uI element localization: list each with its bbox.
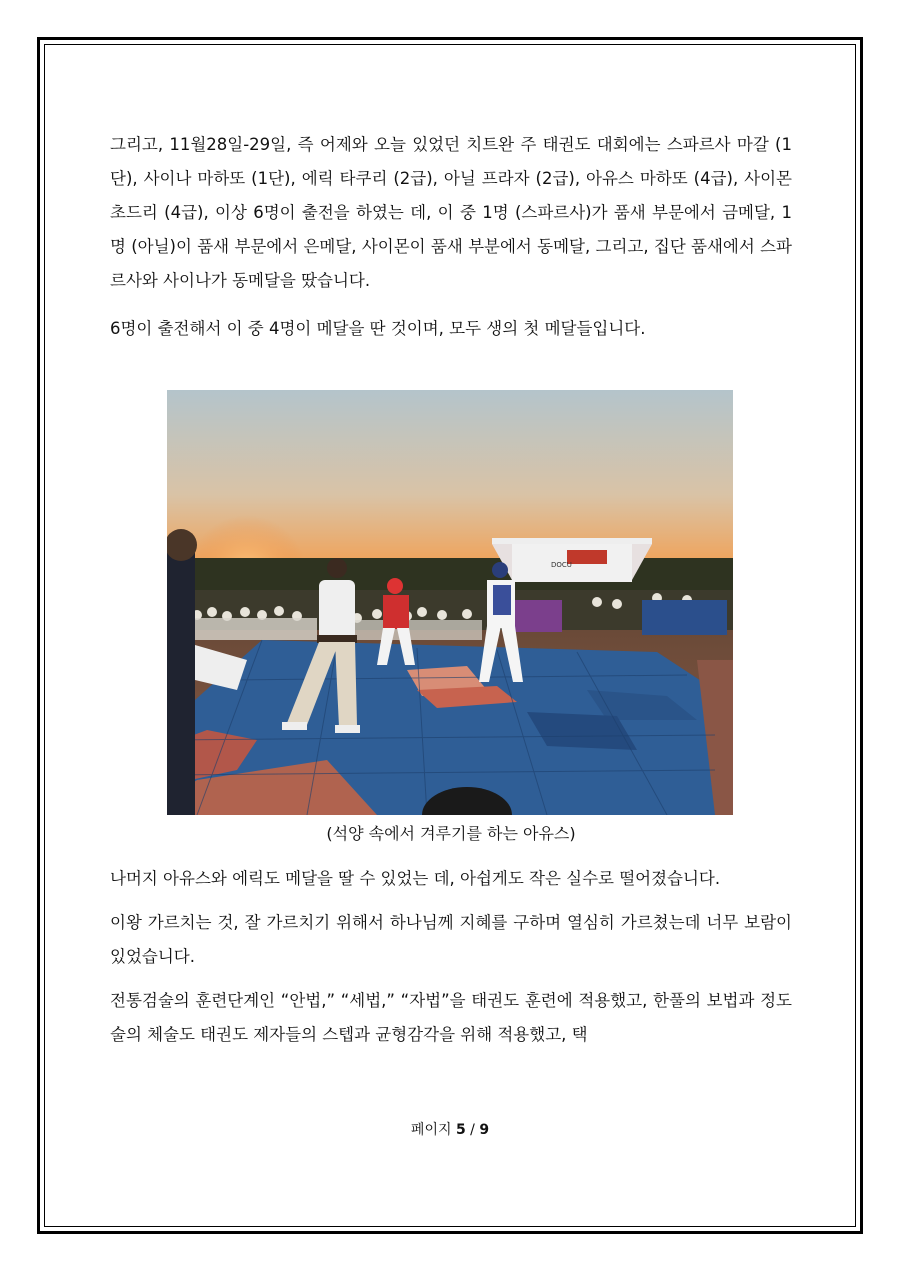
paragraph-missed-medals: 나머지 아유스와 에릭도 메달을 딸 수 있었는 데, 아쉽게도 작은 실수로 떨어졌습니다. [110,869,721,888]
photo-caption: (석양 속에서 겨루기를 하는 아유스) [326,824,576,843]
paragraph-training-methods: 전통검술의 훈련단계인 “안법,” “세법,” “자법”을 태권도 훈련에 적용했고, 한풀의 보법과 정도술의 체술도 태권도 제자들의 스텝과 균형감각을 위해 적용했고, 택 [110,991,792,1044]
stage-banner-text: DOCU [551,561,572,569]
paragraph-competition-results: 그리고, 11월28일-29일, 즉 어제와 오늘 있었던 치트완 주 태권도 대회에는 스파르사 마갈 (1단), 사이나 마하또 (1단), 에릭 타쿠리 (2급), 아닐 프라자 (2급), 아유스 마하또 (4급), 사이몬 초드리 (4급), 이상 6명이 출전을 하였는 데, 이 중 1명 (스파르사)가 품새 부문에서 금메달, 1명 (아닐)이 품새 부문에서 은메달, 사이몬이 품새 부분에서 동메달, 그리고, 집단 품새에서 스파르사와 사이나가 동메달을 땄습니다. [110,135,792,290]
page-label: 페이지 [410,1122,452,1138]
paragraph-medal-summary: 6명이 출전해서 이 중 4명이 메달을 딴 것이며, 모두 생의 첫 메달들입니다. [110,319,646,338]
page-separator: / [470,1122,475,1138]
body-text-top [110,128,792,360]
page-total-number: 9 [479,1122,490,1138]
page-footer [0,1119,900,1139]
paragraph-teaching-reward: 이왕 가르치는 것, 잘 가르치기 위해서 하나님께 지혜를 구하며 열심히 가르쳤는데 너무 보람이 있었습니다. [110,913,792,966]
body-text-bottom [110,862,792,1062]
photo-taekwondo-sparring [167,390,733,815]
page-current-number: 5 [455,1122,466,1138]
